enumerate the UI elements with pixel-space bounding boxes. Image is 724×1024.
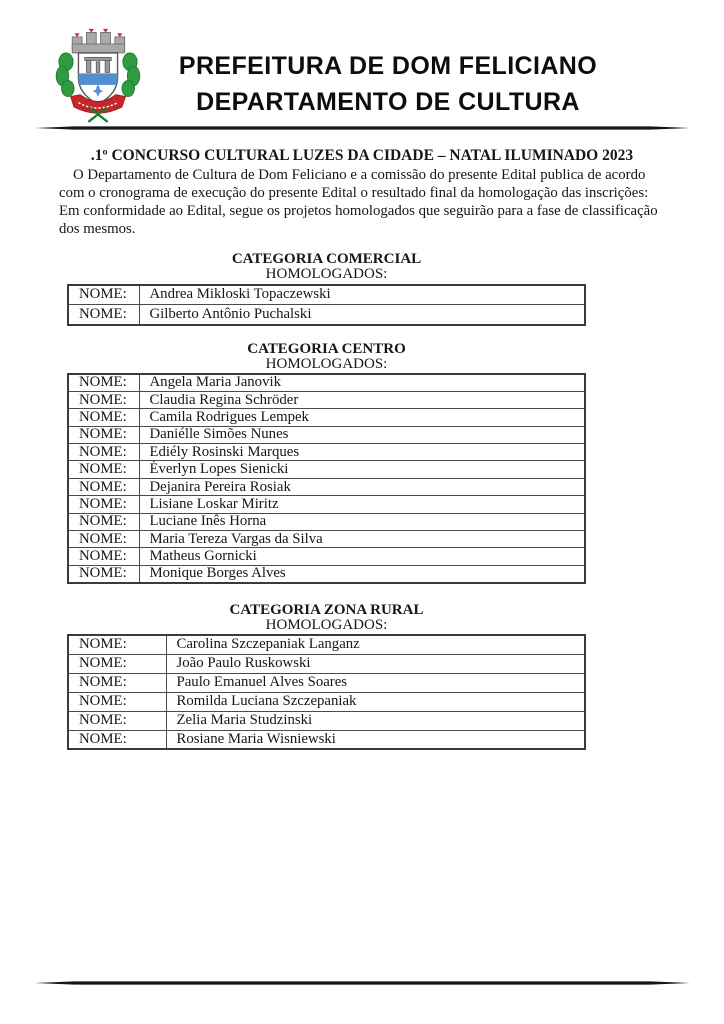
row-name: Camila Rodrigues Lempek: [139, 409, 585, 426]
names-table: [67, 634, 586, 750]
table-row: [68, 548, 585, 565]
org-titles: [52, 48, 724, 120]
category-heading: CATEGORIA ZONA RURAL: [229, 601, 424, 618]
row-label: NOME:: [68, 565, 139, 582]
row-name: Romilda Luciana Szczepaniak: [166, 692, 585, 711]
category-section: [67, 342, 586, 584]
row-name: Carolina Szczepaniak Langanz: [166, 635, 585, 654]
row-label: NOME:: [68, 531, 139, 548]
table-row: [68, 565, 585, 582]
row-label: NOME:: [68, 654, 166, 673]
table-row: [68, 409, 585, 426]
row-name: Maria Tereza Vargas da Silva: [139, 531, 585, 548]
table-row: [68, 391, 585, 408]
row-label: NOME:: [68, 461, 139, 478]
row-name: Monique Borges Alves: [139, 565, 585, 582]
dept-name: DEPARTAMENTO DE CULTURA: [196, 88, 580, 116]
row-label: NOME:: [68, 711, 166, 730]
row-label: NOME:: [68, 635, 166, 654]
letterhead: [0, 0, 724, 126]
row-label: NOME:: [68, 409, 139, 426]
row-label: NOME:: [68, 673, 166, 692]
row-name: Rosiane Maria Wisniewski: [166, 730, 585, 749]
category-heading: CATEGORIA COMERCIAL: [231, 251, 422, 267]
table-row: [68, 444, 585, 461]
row-name: Luciane Inês Horna: [139, 513, 585, 530]
row-name: Gilberto Antônio Puchalski: [139, 305, 585, 325]
intro-paragraph: O Departamento de Cultura de Dom Feliciano e a comissão do presente Edital publica de acordo com o cronograma de execução do presente Edital o resultado final da homologação das inscrições: Em conformidade ao Edital, segue os projetos homologados que seguirão para a fase de classificação dos mesmos.: [59, 167, 658, 237]
table-row: [68, 531, 585, 548]
row-label: NOME:: [68, 513, 139, 530]
homologados-subtitle: HOMOLOGADOS:: [265, 266, 388, 282]
row-name: João Paulo Ruskowski: [166, 654, 585, 673]
row-label: NOME:: [68, 478, 139, 495]
row-name: Matheus Gornicki: [139, 548, 585, 565]
footer-divider: [35, 981, 690, 985]
names-table: [67, 284, 586, 326]
row-label: NOME:: [68, 285, 139, 305]
row-name: Angela Maria Janovik: [139, 374, 585, 391]
row-name: Andrea Mikloski Topaczewski: [139, 285, 585, 305]
table-row: [68, 478, 585, 495]
row-name: Paulo Emanuel Alves Soares: [166, 673, 585, 692]
table-row: [68, 426, 585, 443]
names-table: [67, 373, 586, 584]
row-label: NOME:: [68, 496, 139, 513]
homologados-subtitle: HOMOLOGADOS:: [265, 355, 388, 372]
table-row: [68, 374, 585, 391]
document-title: .1º CONCURSO CULTURAL LUZES DA CIDADE – NATAL ILUMINADO 2023: [90, 147, 634, 164]
row-name: Daniélle Simões Nunes: [139, 426, 585, 443]
row-label: NOME:: [68, 692, 166, 711]
table-row: [68, 711, 585, 730]
table-row: [68, 673, 585, 692]
row-label: NOME:: [68, 374, 139, 391]
table-row: [68, 305, 585, 325]
table-row: [68, 654, 585, 673]
row-label: NOME:: [68, 444, 139, 461]
category-sections: [67, 239, 586, 750]
header-divider: [35, 126, 690, 130]
row-name: Dejanira Pereira Rosiak: [139, 478, 585, 495]
row-label: NOME:: [68, 391, 139, 408]
table-row: [68, 635, 585, 654]
table-row: [68, 692, 585, 711]
table-row: [68, 513, 585, 530]
category-section: [67, 252, 586, 326]
row-name: Éverlyn Lopes Sienicki: [139, 461, 585, 478]
row-name: Zelia Maria Studzinski: [166, 711, 585, 730]
org-name: PREFEITURA DE DOM FELICIANO: [178, 52, 598, 80]
category-heading: CATEGORIA CENTRO: [247, 340, 406, 357]
row-label: NOME:: [68, 548, 139, 565]
row-name: Lisiane Loskar Miritz: [139, 496, 585, 513]
table-row: [68, 285, 585, 305]
table-row: [68, 730, 585, 749]
row-label: NOME:: [68, 730, 166, 749]
table-row: [68, 496, 585, 513]
homologados-subtitle: HOMOLOGADOS:: [265, 616, 388, 633]
category-section: [67, 603, 586, 751]
row-name: Ediély Rosinski Marques: [139, 444, 585, 461]
row-label: NOME:: [68, 426, 139, 443]
row-label: NOME:: [68, 305, 139, 325]
row-name: Claudia Regina Schröder: [139, 391, 585, 408]
table-row: [68, 461, 585, 478]
